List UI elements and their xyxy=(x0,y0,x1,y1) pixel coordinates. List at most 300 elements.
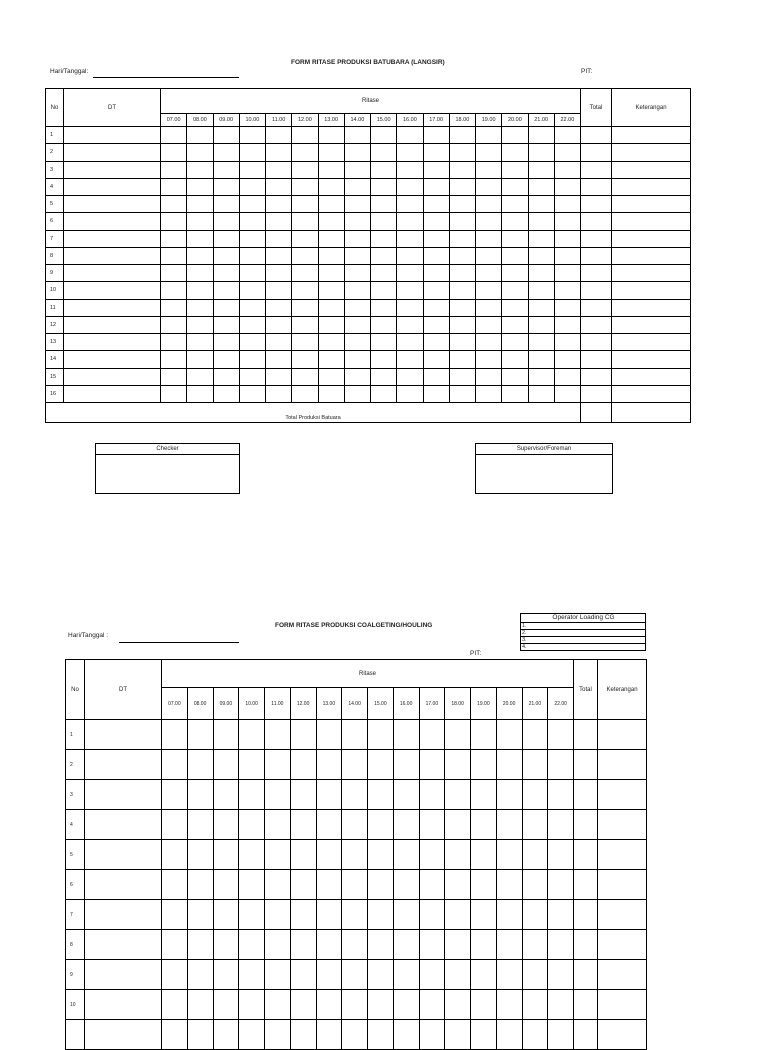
dt-cell[interactable] xyxy=(64,282,161,299)
ritase-cell[interactable] xyxy=(161,213,187,230)
ritase-cell[interactable] xyxy=(471,810,497,840)
ritase-cell[interactable] xyxy=(342,870,368,900)
keterangan-cell[interactable] xyxy=(612,282,691,299)
ritase-cell[interactable] xyxy=(471,870,497,900)
ritase-cell[interactable] xyxy=(502,265,528,282)
ritase-cell[interactable] xyxy=(213,213,239,230)
ritase-cell[interactable] xyxy=(290,840,316,870)
ritase-cell[interactable] xyxy=(292,299,318,316)
ritase-cell[interactable] xyxy=(548,960,574,990)
ritase-cell[interactable] xyxy=(502,334,528,351)
ritase-cell[interactable] xyxy=(371,144,397,161)
ritase-cell[interactable] xyxy=(162,1020,188,1050)
ritase-cell[interactable] xyxy=(187,351,213,368)
ritase-cell[interactable] xyxy=(502,368,528,385)
ritase-cell[interactable] xyxy=(528,265,554,282)
total-cell[interactable] xyxy=(581,368,612,385)
ritase-cell[interactable] xyxy=(502,230,528,247)
ritase-cell[interactable] xyxy=(344,161,370,178)
ritase-cell[interactable] xyxy=(502,178,528,195)
ritase-cell[interactable] xyxy=(239,161,265,178)
ritase-cell[interactable] xyxy=(162,870,188,900)
ritase-cell[interactable] xyxy=(161,178,187,195)
total-cell[interactable] xyxy=(581,127,612,144)
ritase-cell[interactable] xyxy=(187,840,213,870)
ritase-cell[interactable] xyxy=(161,282,187,299)
ritase-cell[interactable] xyxy=(449,368,475,385)
ritase-cell[interactable] xyxy=(187,265,213,282)
ritase-cell[interactable] xyxy=(554,247,580,264)
ritase-cell[interactable] xyxy=(239,368,265,385)
ritase-cell[interactable] xyxy=(502,247,528,264)
ritase-cell[interactable] xyxy=(316,900,342,930)
ritase-cell[interactable] xyxy=(554,334,580,351)
ritase-cell[interactable] xyxy=(397,230,423,247)
ritase-cell[interactable] xyxy=(239,810,265,840)
ritase-cell[interactable] xyxy=(162,960,188,990)
total-keterangan-cell[interactable] xyxy=(612,403,691,423)
ritase-cell[interactable] xyxy=(162,720,188,750)
ritase-cell[interactable] xyxy=(393,810,419,840)
ritase-cell[interactable] xyxy=(265,810,291,840)
ritase-cell[interactable] xyxy=(292,351,318,368)
ritase-cell[interactable] xyxy=(496,990,522,1020)
ritase-cell[interactable] xyxy=(239,930,265,960)
ritase-cell[interactable] xyxy=(266,230,292,247)
ritase-cell[interactable] xyxy=(342,990,368,1020)
ritase-cell[interactable] xyxy=(554,161,580,178)
ritase-cell[interactable] xyxy=(161,247,187,264)
ritase-cell[interactable] xyxy=(290,1020,316,1050)
ritase-cell[interactable] xyxy=(213,127,239,144)
keterangan-cell[interactable] xyxy=(612,178,691,195)
ritase-cell[interactable] xyxy=(528,385,554,402)
total-cell[interactable] xyxy=(581,316,612,333)
ritase-cell[interactable] xyxy=(187,720,213,750)
ritase-cell[interactable] xyxy=(344,282,370,299)
ritase-cell[interactable] xyxy=(368,810,394,840)
ritase-cell[interactable] xyxy=(445,960,471,990)
ritase-cell[interactable] xyxy=(528,144,554,161)
total-cell[interactable] xyxy=(581,178,612,195)
ritase-cell[interactable] xyxy=(554,351,580,368)
ritase-cell[interactable] xyxy=(397,196,423,213)
ritase-cell[interactable] xyxy=(316,780,342,810)
ritase-cell[interactable] xyxy=(496,780,522,810)
ritase-cell[interactable] xyxy=(265,930,291,960)
keterangan-cell[interactable] xyxy=(612,127,691,144)
ritase-cell[interactable] xyxy=(393,960,419,990)
ritase-cell[interactable] xyxy=(368,840,394,870)
dt-cell[interactable] xyxy=(64,334,161,351)
dt-cell[interactable] xyxy=(85,840,162,870)
total-cell[interactable] xyxy=(581,144,612,161)
ritase-cell[interactable] xyxy=(423,247,449,264)
ritase-cell[interactable] xyxy=(548,1020,574,1050)
ritase-cell[interactable] xyxy=(419,840,445,870)
ritase-cell[interactable] xyxy=(397,334,423,351)
dt-cell[interactable] xyxy=(64,299,161,316)
ritase-cell[interactable] xyxy=(292,196,318,213)
ritase-cell[interactable] xyxy=(239,1020,265,1050)
ritase-cell[interactable] xyxy=(344,385,370,402)
ritase-cell[interactable] xyxy=(318,161,344,178)
keterangan-cell[interactable] xyxy=(598,870,647,900)
ritase-cell[interactable] xyxy=(528,316,554,333)
ritase-cell[interactable] xyxy=(449,213,475,230)
ritase-cell[interactable] xyxy=(445,840,471,870)
ritase-cell[interactable] xyxy=(318,351,344,368)
ritase-cell[interactable] xyxy=(161,196,187,213)
ritase-cell[interactable] xyxy=(522,930,548,960)
ritase-cell[interactable] xyxy=(187,316,213,333)
ritase-cell[interactable] xyxy=(187,900,213,930)
ritase-cell[interactable] xyxy=(213,870,239,900)
keterangan-cell[interactable] xyxy=(612,316,691,333)
ritase-cell[interactable] xyxy=(419,750,445,780)
dt-cell[interactable] xyxy=(64,385,161,402)
ritase-cell[interactable] xyxy=(292,230,318,247)
ritase-cell[interactable] xyxy=(316,990,342,1020)
ritase-cell[interactable] xyxy=(161,299,187,316)
ritase-cell[interactable] xyxy=(213,960,239,990)
ritase-cell[interactable] xyxy=(449,161,475,178)
ritase-cell[interactable] xyxy=(239,247,265,264)
form1-date-field[interactable] xyxy=(93,77,239,78)
ritase-cell[interactable] xyxy=(397,247,423,264)
ritase-cell[interactable] xyxy=(187,368,213,385)
ritase-cell[interactable] xyxy=(419,960,445,990)
ritase-cell[interactable] xyxy=(476,196,502,213)
keterangan-cell[interactable] xyxy=(612,265,691,282)
checker-box[interactable] xyxy=(95,443,240,494)
ritase-cell[interactable] xyxy=(522,990,548,1020)
ritase-cell[interactable] xyxy=(213,840,239,870)
dt-cell[interactable] xyxy=(85,1020,162,1050)
ritase-cell[interactable] xyxy=(522,780,548,810)
total-cell[interactable] xyxy=(581,213,612,230)
ritase-cell[interactable] xyxy=(265,1020,291,1050)
ritase-cell[interactable] xyxy=(419,900,445,930)
ritase-cell[interactable] xyxy=(161,265,187,282)
keterangan-cell[interactable] xyxy=(612,196,691,213)
ritase-cell[interactable] xyxy=(397,178,423,195)
ritase-cell[interactable] xyxy=(290,990,316,1020)
ritase-cell[interactable] xyxy=(342,930,368,960)
ritase-cell[interactable] xyxy=(522,720,548,750)
ritase-cell[interactable] xyxy=(213,385,239,402)
keterangan-cell[interactable] xyxy=(612,334,691,351)
ritase-cell[interactable] xyxy=(502,161,528,178)
ritase-cell[interactable] xyxy=(445,780,471,810)
ritase-cell[interactable] xyxy=(371,196,397,213)
ritase-cell[interactable] xyxy=(419,810,445,840)
ritase-cell[interactable] xyxy=(393,1020,419,1050)
ritase-cell[interactable] xyxy=(344,299,370,316)
ritase-cell[interactable] xyxy=(371,213,397,230)
dt-cell[interactable] xyxy=(64,368,161,385)
ritase-cell[interactable] xyxy=(161,385,187,402)
dt-cell[interactable] xyxy=(64,196,161,213)
ritase-cell[interactable] xyxy=(161,161,187,178)
ritase-cell[interactable] xyxy=(423,385,449,402)
dt-cell[interactable] xyxy=(64,127,161,144)
total-cell[interactable] xyxy=(581,334,612,351)
ritase-cell[interactable] xyxy=(290,750,316,780)
ritase-cell[interactable] xyxy=(393,840,419,870)
ritase-cell[interactable] xyxy=(554,196,580,213)
ritase-cell[interactable] xyxy=(318,316,344,333)
ritase-cell[interactable] xyxy=(502,316,528,333)
ritase-cell[interactable] xyxy=(290,780,316,810)
total-cell[interactable] xyxy=(581,161,612,178)
keterangan-cell[interactable] xyxy=(598,1020,647,1050)
ritase-cell[interactable] xyxy=(213,780,239,810)
ritase-cell[interactable] xyxy=(239,299,265,316)
total-cell[interactable] xyxy=(574,900,598,930)
ritase-cell[interactable] xyxy=(239,780,265,810)
ritase-cell[interactable] xyxy=(318,178,344,195)
ritase-cell[interactable] xyxy=(290,720,316,750)
ritase-cell[interactable] xyxy=(266,196,292,213)
ritase-cell[interactable] xyxy=(528,230,554,247)
ritase-cell[interactable] xyxy=(318,299,344,316)
ritase-cell[interactable] xyxy=(445,720,471,750)
ritase-cell[interactable] xyxy=(161,230,187,247)
ritase-cell[interactable] xyxy=(316,1020,342,1050)
ritase-cell[interactable] xyxy=(393,720,419,750)
ritase-cell[interactable] xyxy=(397,265,423,282)
ritase-cell[interactable] xyxy=(423,368,449,385)
ritase-cell[interactable] xyxy=(449,230,475,247)
total-cell[interactable] xyxy=(574,870,598,900)
ritase-cell[interactable] xyxy=(213,299,239,316)
ritase-cell[interactable] xyxy=(318,196,344,213)
ritase-cell[interactable] xyxy=(213,230,239,247)
ritase-cell[interactable] xyxy=(397,161,423,178)
ritase-cell[interactable] xyxy=(187,144,213,161)
ritase-cell[interactable] xyxy=(371,334,397,351)
total-cell[interactable] xyxy=(574,840,598,870)
ritase-cell[interactable] xyxy=(548,780,574,810)
ritase-cell[interactable] xyxy=(266,213,292,230)
ritase-cell[interactable] xyxy=(266,282,292,299)
ritase-cell[interactable] xyxy=(187,810,213,840)
ritase-cell[interactable] xyxy=(554,265,580,282)
ritase-cell[interactable] xyxy=(342,750,368,780)
ritase-cell[interactable] xyxy=(423,282,449,299)
ritase-cell[interactable] xyxy=(496,810,522,840)
ritase-cell[interactable] xyxy=(371,161,397,178)
ritase-cell[interactable] xyxy=(213,247,239,264)
ritase-cell[interactable] xyxy=(344,368,370,385)
ritase-cell[interactable] xyxy=(368,870,394,900)
ritase-cell[interactable] xyxy=(554,144,580,161)
ritase-cell[interactable] xyxy=(213,368,239,385)
ritase-cell[interactable] xyxy=(522,840,548,870)
ritase-cell[interactable] xyxy=(554,299,580,316)
ritase-cell[interactable] xyxy=(316,750,342,780)
ritase-cell[interactable] xyxy=(239,265,265,282)
ritase-cell[interactable] xyxy=(187,161,213,178)
ritase-cell[interactable] xyxy=(449,265,475,282)
ritase-cell[interactable] xyxy=(342,840,368,870)
ritase-cell[interactable] xyxy=(266,385,292,402)
keterangan-cell[interactable] xyxy=(598,930,647,960)
ritase-cell[interactable] xyxy=(476,334,502,351)
ritase-cell[interactable] xyxy=(344,334,370,351)
ritase-cell[interactable] xyxy=(476,351,502,368)
ritase-cell[interactable] xyxy=(502,213,528,230)
ritase-cell[interactable] xyxy=(371,282,397,299)
ritase-cell[interactable] xyxy=(496,750,522,780)
keterangan-cell[interactable] xyxy=(598,750,647,780)
ritase-cell[interactable] xyxy=(522,810,548,840)
ritase-cell[interactable] xyxy=(213,282,239,299)
ritase-cell[interactable] xyxy=(449,316,475,333)
ritase-cell[interactable] xyxy=(528,196,554,213)
ritase-cell[interactable] xyxy=(161,127,187,144)
ritase-cell[interactable] xyxy=(290,930,316,960)
total-cell[interactable] xyxy=(574,960,598,990)
ritase-cell[interactable] xyxy=(548,930,574,960)
ritase-cell[interactable] xyxy=(187,282,213,299)
total-cell[interactable] xyxy=(581,351,612,368)
ritase-cell[interactable] xyxy=(265,720,291,750)
dt-cell[interactable] xyxy=(85,720,162,750)
ritase-cell[interactable] xyxy=(397,351,423,368)
ritase-cell[interactable] xyxy=(393,990,419,1020)
ritase-cell[interactable] xyxy=(423,265,449,282)
ritase-cell[interactable] xyxy=(423,299,449,316)
ritase-cell[interactable] xyxy=(239,282,265,299)
dt-cell[interactable] xyxy=(85,780,162,810)
ritase-cell[interactable] xyxy=(476,299,502,316)
keterangan-cell[interactable] xyxy=(598,900,647,930)
ritase-cell[interactable] xyxy=(187,230,213,247)
ritase-cell[interactable] xyxy=(213,334,239,351)
ritase-cell[interactable] xyxy=(471,780,497,810)
form2-date-field[interactable] xyxy=(119,642,239,643)
ritase-cell[interactable] xyxy=(528,368,554,385)
ritase-cell[interactable] xyxy=(471,720,497,750)
dt-cell[interactable] xyxy=(85,930,162,960)
ritase-cell[interactable] xyxy=(445,1020,471,1050)
ritase-cell[interactable] xyxy=(445,870,471,900)
ritase-cell[interactable] xyxy=(290,900,316,930)
ritase-cell[interactable] xyxy=(239,870,265,900)
ritase-cell[interactable] xyxy=(292,265,318,282)
ritase-cell[interactable] xyxy=(476,178,502,195)
ritase-cell[interactable] xyxy=(496,930,522,960)
ritase-cell[interactable] xyxy=(213,161,239,178)
ritase-cell[interactable] xyxy=(162,930,188,960)
ritase-cell[interactable] xyxy=(318,213,344,230)
ritase-cell[interactable] xyxy=(239,720,265,750)
ritase-cell[interactable] xyxy=(265,750,291,780)
dt-cell[interactable] xyxy=(64,316,161,333)
ritase-cell[interactable] xyxy=(368,990,394,1020)
ritase-cell[interactable] xyxy=(368,720,394,750)
dt-cell[interactable] xyxy=(85,900,162,930)
keterangan-cell[interactable] xyxy=(598,780,647,810)
ritase-cell[interactable] xyxy=(344,127,370,144)
ritase-cell[interactable] xyxy=(548,810,574,840)
ritase-cell[interactable] xyxy=(292,213,318,230)
ritase-cell[interactable] xyxy=(548,720,574,750)
ritase-cell[interactable] xyxy=(162,780,188,810)
ritase-cell[interactable] xyxy=(445,810,471,840)
ritase-cell[interactable] xyxy=(449,282,475,299)
ritase-cell[interactable] xyxy=(162,750,188,780)
dt-cell[interactable] xyxy=(85,810,162,840)
dt-cell[interactable] xyxy=(85,990,162,1020)
ritase-cell[interactable] xyxy=(344,265,370,282)
ritase-cell[interactable] xyxy=(265,780,291,810)
ritase-cell[interactable] xyxy=(476,230,502,247)
ritase-cell[interactable] xyxy=(554,282,580,299)
ritase-cell[interactable] xyxy=(522,750,548,780)
ritase-cell[interactable] xyxy=(502,144,528,161)
ritase-cell[interactable] xyxy=(213,316,239,333)
total-cell[interactable] xyxy=(581,230,612,247)
ritase-cell[interactable] xyxy=(528,178,554,195)
ritase-cell[interactable] xyxy=(290,870,316,900)
operator-row-label[interactable]: 2. xyxy=(521,630,646,637)
ritase-cell[interactable] xyxy=(548,840,574,870)
ritase-cell[interactable] xyxy=(344,196,370,213)
ritase-cell[interactable] xyxy=(187,385,213,402)
ritase-cell[interactable] xyxy=(318,265,344,282)
ritase-cell[interactable] xyxy=(528,213,554,230)
ritase-cell[interactable] xyxy=(187,960,213,990)
ritase-cell[interactable] xyxy=(292,368,318,385)
ritase-cell[interactable] xyxy=(239,351,265,368)
ritase-cell[interactable] xyxy=(187,1020,213,1050)
ritase-cell[interactable] xyxy=(316,930,342,960)
ritase-cell[interactable] xyxy=(342,900,368,930)
ritase-cell[interactable] xyxy=(239,196,265,213)
ritase-cell[interactable] xyxy=(292,144,318,161)
ritase-cell[interactable] xyxy=(213,196,239,213)
ritase-cell[interactable] xyxy=(423,213,449,230)
dt-cell[interactable] xyxy=(64,161,161,178)
ritase-cell[interactable] xyxy=(162,810,188,840)
ritase-cell[interactable] xyxy=(496,900,522,930)
ritase-cell[interactable] xyxy=(528,351,554,368)
ritase-cell[interactable] xyxy=(522,960,548,990)
ritase-cell[interactable] xyxy=(187,299,213,316)
ritase-cell[interactable] xyxy=(318,230,344,247)
keterangan-cell[interactable] xyxy=(612,299,691,316)
ritase-cell[interactable] xyxy=(445,900,471,930)
ritase-cell[interactable] xyxy=(371,351,397,368)
ritase-cell[interactable] xyxy=(213,810,239,840)
ritase-cell[interactable] xyxy=(397,299,423,316)
ritase-cell[interactable] xyxy=(316,870,342,900)
ritase-cell[interactable] xyxy=(292,178,318,195)
ritase-cell[interactable] xyxy=(239,960,265,990)
ritase-cell[interactable] xyxy=(316,840,342,870)
ritase-cell[interactable] xyxy=(397,368,423,385)
ritase-cell[interactable] xyxy=(502,351,528,368)
ritase-cell[interactable] xyxy=(368,900,394,930)
ritase-cell[interactable] xyxy=(371,316,397,333)
ritase-cell[interactable] xyxy=(496,840,522,870)
ritase-cell[interactable] xyxy=(292,334,318,351)
ritase-cell[interactable] xyxy=(471,900,497,930)
ritase-cell[interactable] xyxy=(471,990,497,1020)
